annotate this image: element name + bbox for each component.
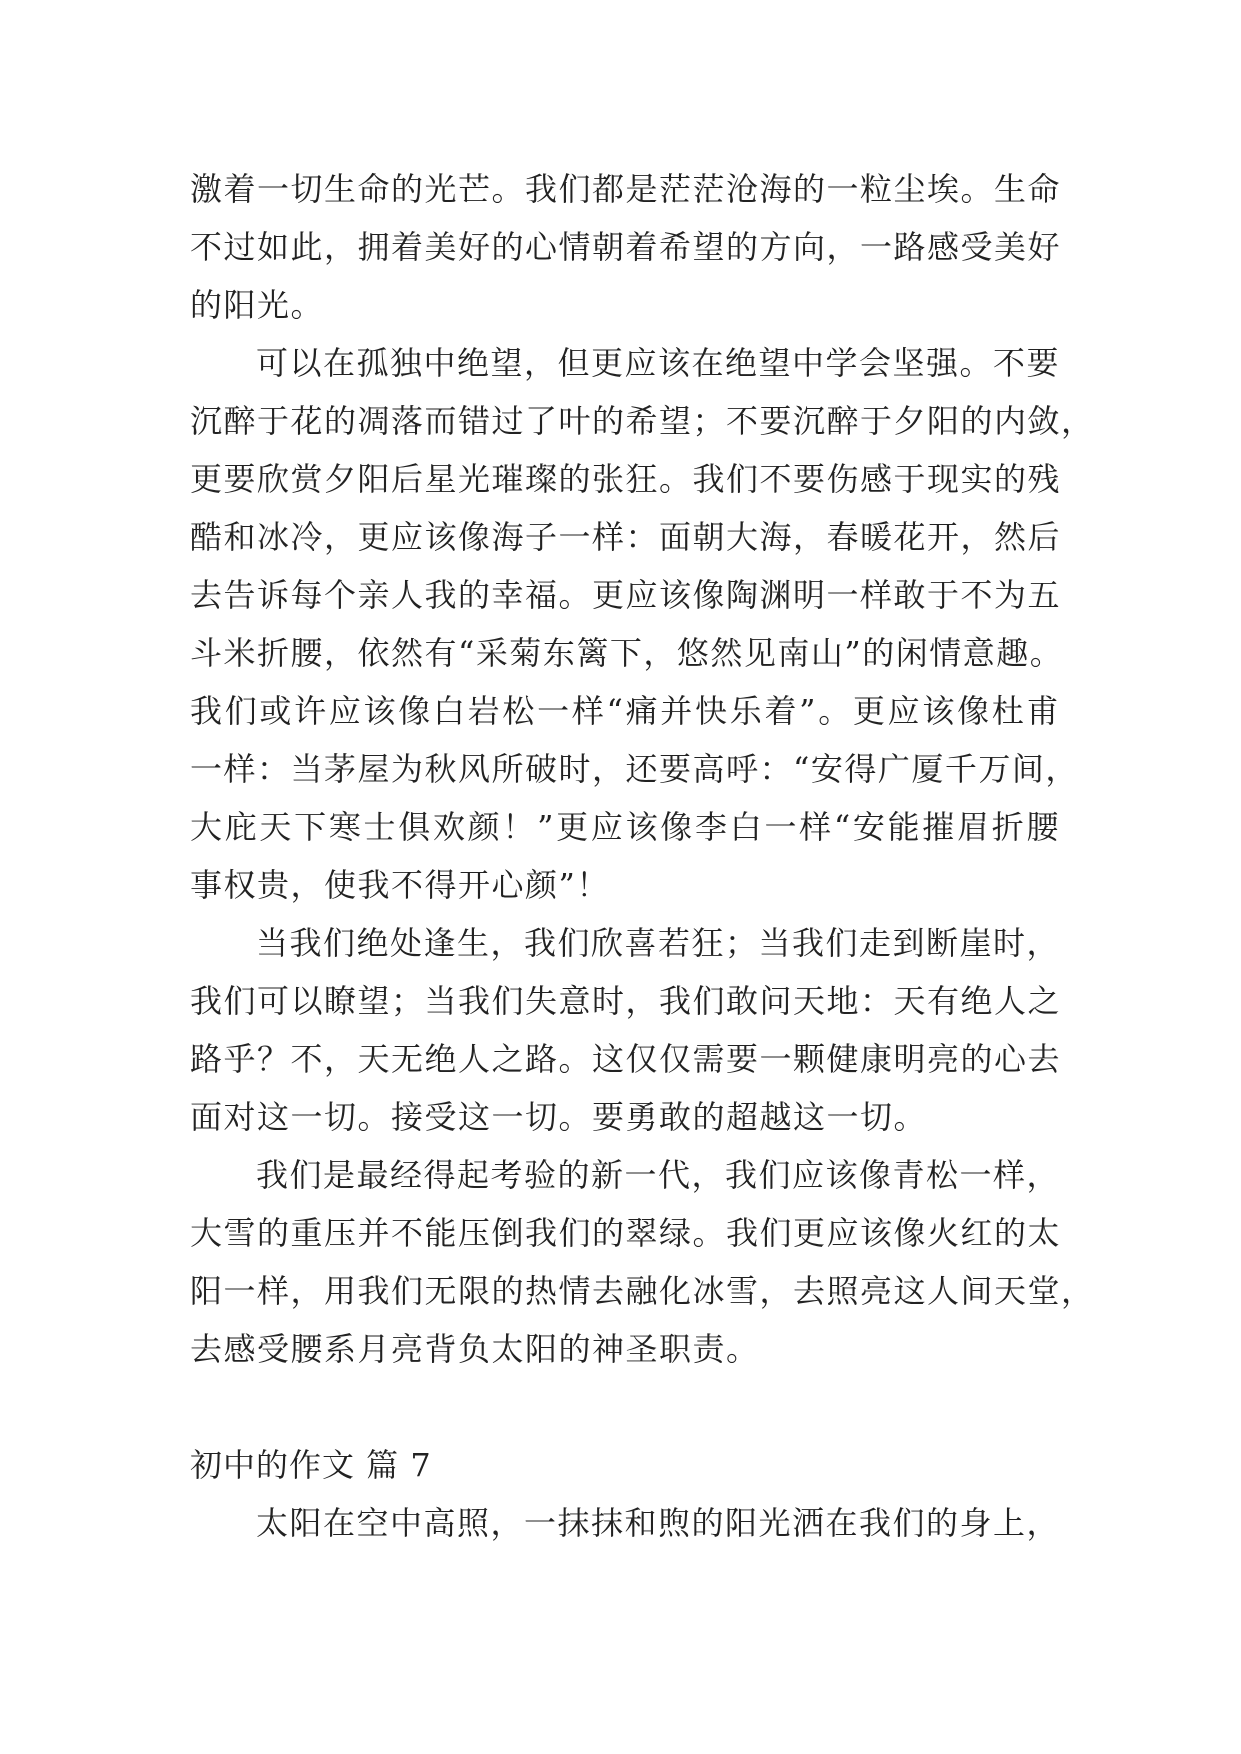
text-line: 可以在孤独中绝望，但更应该在绝望中学会坚强。不要 bbox=[256, 344, 1061, 382]
text-line: 事权贵，使我不得开心颜”！ bbox=[190, 866, 610, 904]
text-line: 不过如此，拥着美好的心情朝着希望的方向，一路感受美好 bbox=[190, 228, 1062, 266]
paragraph-3 bbox=[190, 914, 1060, 1146]
text-line: 阳一样，用我们无限的热情去融化冰雪，去照亮这人间天堂， bbox=[190, 1272, 1095, 1310]
text-line: 面对这一切。接受这一切。要勇敢的超越这一切。 bbox=[190, 1098, 928, 1136]
text-line: 去感受腰系月亮背负太阳的神圣职责。 bbox=[190, 1330, 760, 1368]
text-line: 我们或许应该像白岩松一样“痛并快乐着”。更应该像杜甫 bbox=[190, 692, 1060, 730]
text-line: 一样：当茅屋为秋风所破时，还要高呼：“安得广厦千万间， bbox=[190, 750, 1079, 788]
document-body bbox=[190, 160, 1095, 1552]
text-line: 太阳在空中高照，一抹抹和煦的阳光洒在我们的身上， bbox=[256, 1504, 1061, 1542]
text-line: 更要欣赏夕阳后星光璀璨的张狂。我们不要伤感于现实的残 bbox=[190, 460, 1062, 498]
text-line: 去告诉每个亲人我的幸福。更应该像陶渊明一样敢于不为五 bbox=[190, 576, 1062, 614]
paragraph-5 bbox=[190, 1494, 1060, 1552]
text-line: 沉醉于花的凋落而错过了叶的希望；不要沉醉于夕阳的内敛， bbox=[190, 402, 1095, 440]
text-line: 酷和冰冷，更应该像海子一样：面朝大海，春暖花开，然后 bbox=[190, 518, 1062, 556]
text-line: 大雪的重压并不能压倒我们的翠绿。我们更应该像火红的太 bbox=[190, 1214, 1062, 1252]
text-line: 当我们绝处逢生，我们欣喜若狂；当我们走到断崖时， bbox=[256, 924, 1061, 962]
text-line: 激着一切生命的光芒。我们都是茫茫沧海的一粒尘埃。生命 bbox=[190, 170, 1062, 208]
text-line: 路乎？不，天无绝人之路。这仅仅需要一颗健康明亮的心去 bbox=[190, 1040, 1062, 1078]
section-spacer bbox=[190, 1378, 1060, 1436]
paragraph-1 bbox=[190, 160, 1060, 334]
text-line: 我们可以瞭望；当我们失意时，我们敢问天地：天有绝人之 bbox=[190, 982, 1062, 1020]
text-line: 的阳光。 bbox=[190, 286, 325, 324]
text-line: 大庇天下寒士俱欢颜！”更应该像李白一样“安能摧眉折腰 bbox=[190, 808, 1060, 846]
paragraph-2 bbox=[190, 334, 1095, 914]
text-line: 斗米折腰，依然有“采菊东篱下，悠然见南山”的闲情意趣。 bbox=[190, 634, 1064, 672]
paragraph-4 bbox=[190, 1146, 1095, 1378]
section-heading: 初中的作文 篇 7 bbox=[190, 1446, 432, 1484]
text-line: 我们是最经得起考验的新一代，我们应该像青松一样， bbox=[256, 1156, 1061, 1194]
